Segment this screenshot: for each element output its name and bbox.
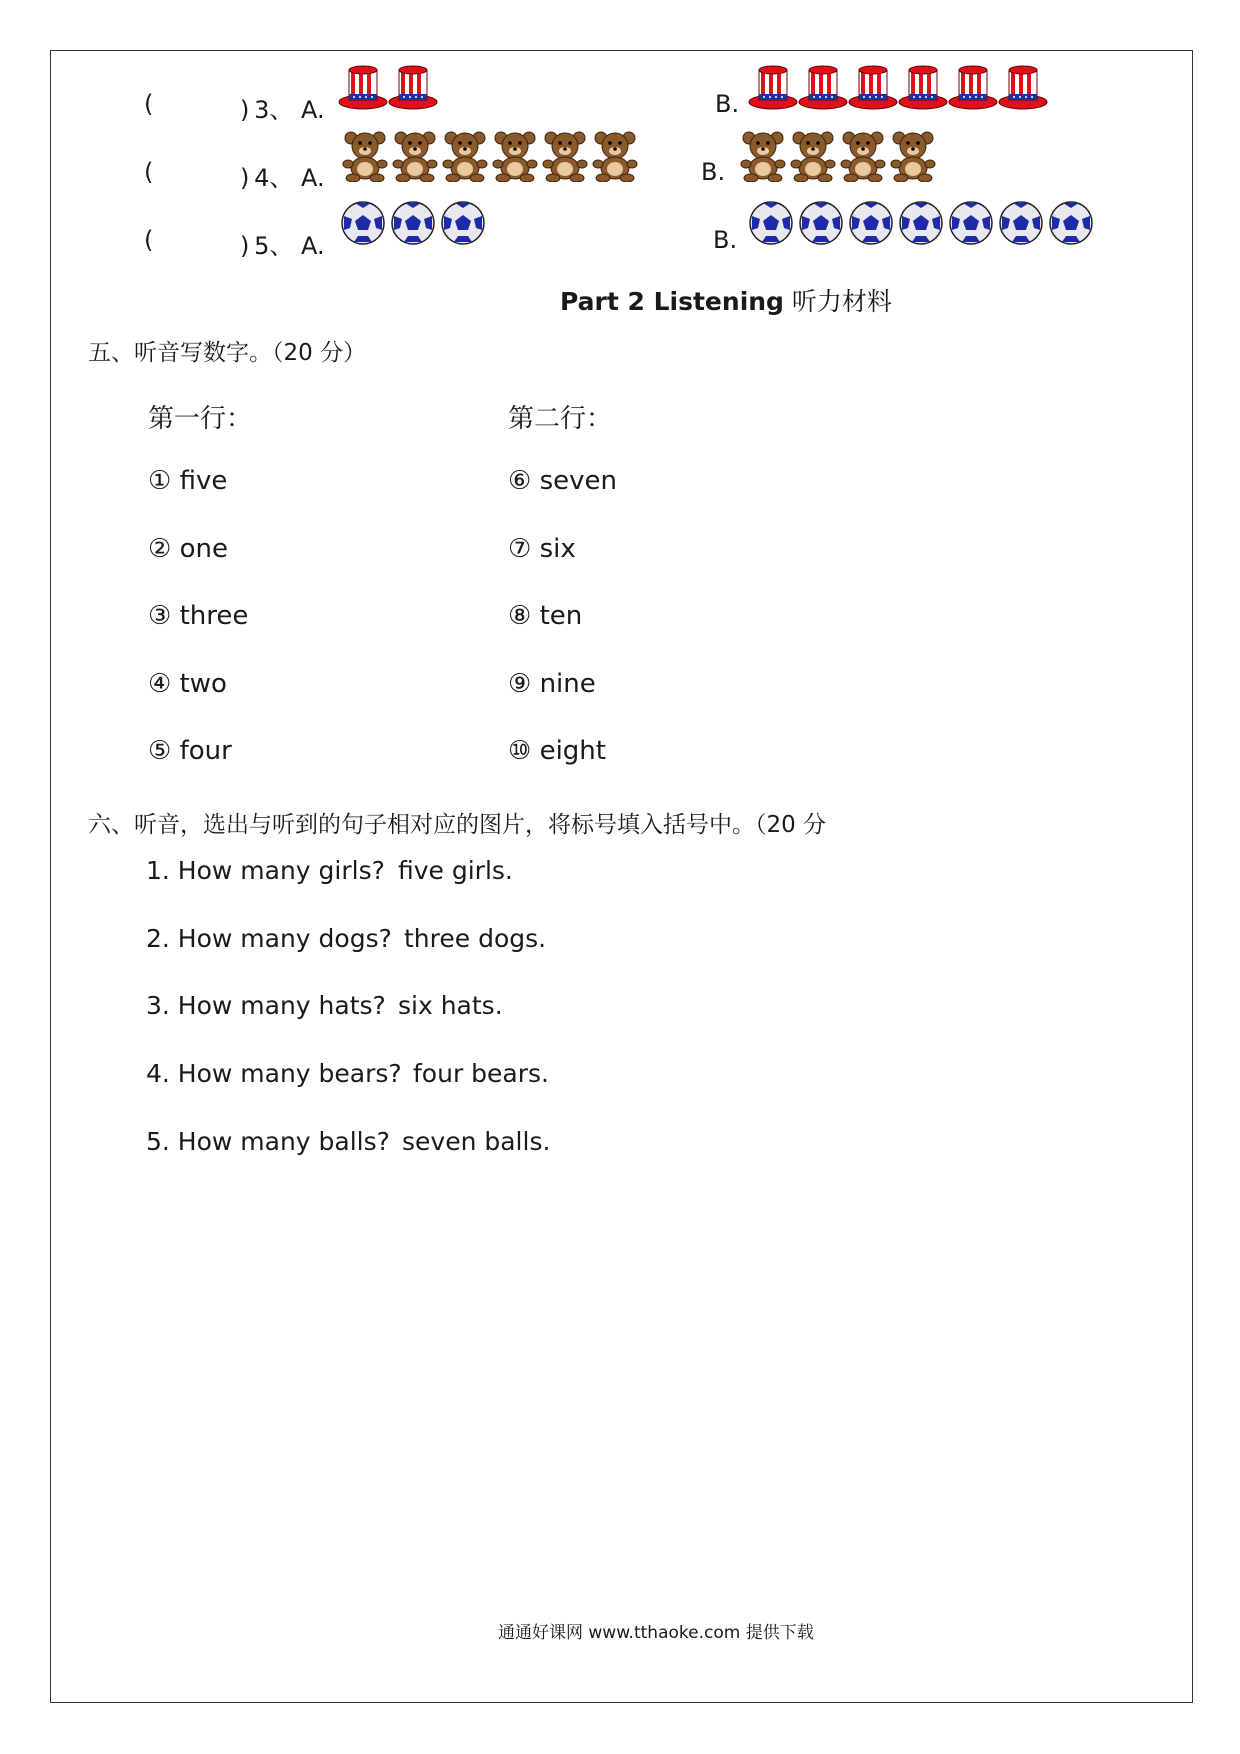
bear-icon (740, 130, 786, 182)
sentence-3-a: six hats. (398, 991, 503, 1020)
col2-item-5: ⑩ eight (508, 736, 606, 766)
row3-b-hats (748, 62, 1048, 112)
hat-icon (338, 62, 388, 112)
sentence-5-a: seven balls. (402, 1127, 551, 1156)
section5-heading: 五、听音写数字。（20 分） (88, 340, 367, 366)
bear-icon (840, 130, 886, 182)
row4-b-label: B. (701, 158, 726, 186)
sentence-2-q: 2. How many dogs? (146, 924, 392, 953)
col1-item-4: ④ two (148, 669, 227, 699)
section6-heading: 六、听音，选出与听到的句子相对应的图片，将标号填入括号中。（20 分 (88, 812, 827, 838)
bear-icon (342, 130, 388, 182)
bear-icon (542, 130, 588, 182)
ball-icon (390, 200, 436, 246)
row5-a-balls (340, 200, 490, 246)
col1-item-2: ② one (148, 534, 228, 564)
sentence-5-q: 5. How many balls? (146, 1127, 390, 1156)
ball-icon (748, 200, 794, 246)
col1-title: 第一行： (148, 404, 253, 434)
row4-open-paren: ( (144, 158, 154, 186)
row5-b-balls (748, 200, 1098, 246)
row5-b-label: B. (713, 226, 738, 254)
ball-icon (948, 200, 994, 246)
bear-icon (790, 130, 836, 182)
hat-icon (998, 62, 1048, 112)
hat-icon (748, 62, 798, 112)
row5-label: ) 5、 A. (240, 232, 325, 260)
bear-icon (392, 130, 438, 182)
bear-icon (890, 130, 936, 182)
col1-item-3: ③ three (148, 601, 249, 631)
hat-icon (798, 62, 848, 112)
ball-icon (898, 200, 944, 246)
part-title-rest: 听力材料 (783, 287, 892, 316)
sentence-4-a: four bears. (413, 1059, 549, 1088)
col2-item-4: ⑨ nine (508, 669, 596, 699)
sentence-2-a: three dogs. (404, 924, 547, 953)
row4-label: ) 4、 A. (240, 164, 325, 192)
hat-icon (388, 62, 438, 112)
part-title-bold: Part 2 Listening (560, 287, 784, 316)
row5-open-paren: ( (144, 226, 154, 254)
col2-item-1: ⑥ seven (508, 466, 617, 496)
col2-item-3: ⑧ ten (508, 601, 583, 631)
col2-item-2: ⑦ six (508, 534, 576, 564)
ball-icon (340, 200, 386, 246)
row3-label: ) 3、 A. (240, 96, 325, 124)
ball-icon (1048, 200, 1094, 246)
row4-a-bears (342, 130, 642, 182)
bear-icon (492, 130, 538, 182)
footer-credit: 通通好课网 www.tthaoke.com 提供下载 (498, 1623, 814, 1643)
part-title (560, 282, 892, 318)
bear-icon (442, 130, 488, 182)
row3-a-hats (338, 62, 438, 112)
col1-item-5: ⑤ four (148, 736, 232, 766)
col1-item-1: ① five (148, 466, 228, 496)
bear-icon (592, 130, 638, 182)
col2-title: 第二行： (508, 404, 613, 434)
sentence-1-a: five girls. (398, 856, 513, 885)
ball-icon (848, 200, 894, 246)
ball-icon (998, 200, 1044, 246)
sentence-3-q: 3. How many hats? (146, 991, 386, 1020)
row4-b-bears (740, 130, 940, 182)
sentence-4-q: 4. How many bears? (146, 1059, 402, 1088)
hat-icon (848, 62, 898, 112)
ball-icon (798, 200, 844, 246)
hat-icon (948, 62, 998, 112)
row3-b-label: B. (715, 90, 740, 118)
ball-icon (440, 200, 486, 246)
hat-icon (898, 62, 948, 112)
row3-open-paren: ( (144, 90, 154, 118)
sentence-1-q: 1. How many girls? (146, 856, 385, 885)
